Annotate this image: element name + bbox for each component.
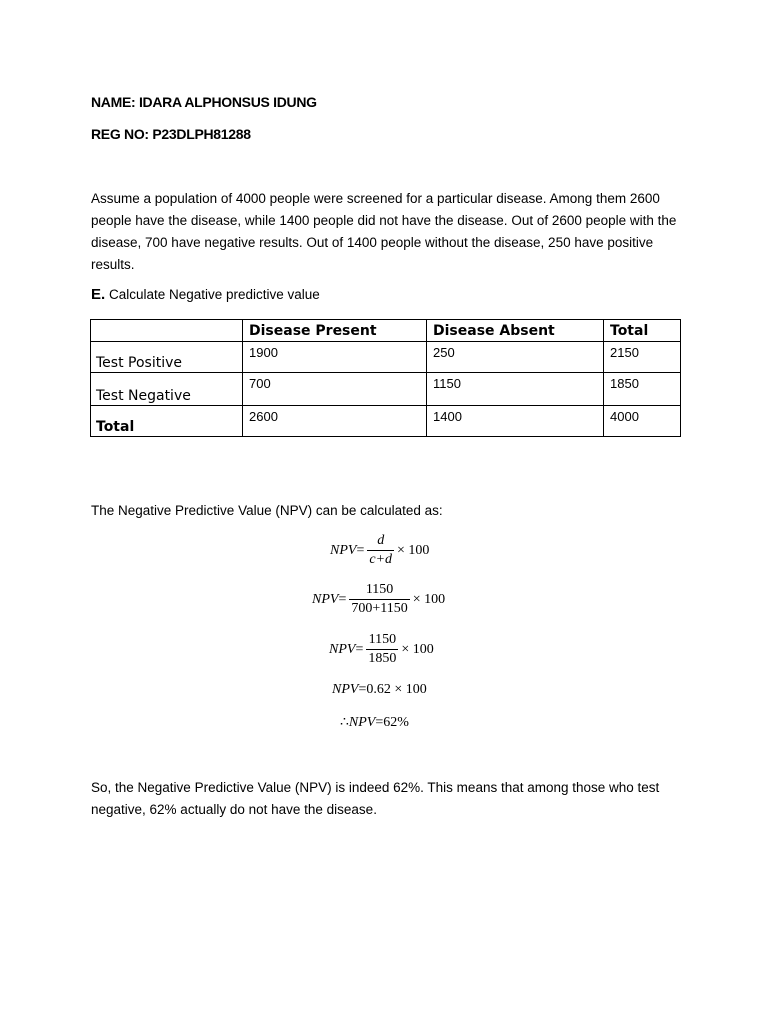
section-letter: E. bbox=[91, 286, 106, 303]
formula-simplified bbox=[329, 632, 434, 667]
times-hundred: × 100 bbox=[412, 591, 446, 607]
row-label-total: Total bbox=[91, 406, 243, 437]
table-cell: 1850 bbox=[604, 373, 681, 406]
formula-rhs: 0.62 × 100 bbox=[366, 682, 427, 697]
table-cell: 2600 bbox=[243, 406, 427, 437]
table-row bbox=[91, 373, 681, 406]
formula-general bbox=[330, 533, 429, 568]
times-hundred: × 100 bbox=[397, 542, 430, 558]
conclusion-text: So, the Negative Predictive Value (NPV) is indeed 62%. This means that among those who test negative, 62% actually do not have the disease. bbox=[91, 780, 660, 817]
section-title: Calculate Negative predictive value bbox=[108, 287, 320, 302]
table-cell: 1150 bbox=[427, 373, 604, 406]
table-header-disease-absent: Disease Absent bbox=[427, 320, 604, 342]
npv-intro-text: The Negative Predictive Value (NPV) can be calculated as: bbox=[91, 503, 443, 518]
equals-sign: = bbox=[356, 542, 365, 558]
formula-result bbox=[340, 714, 409, 731]
table-cell: 700 bbox=[243, 373, 427, 406]
fraction-denominator: 700+1150 bbox=[351, 601, 408, 616]
row-label-test-positive: Test Positive bbox=[91, 342, 243, 373]
fraction bbox=[367, 533, 394, 568]
fraction-numerator: 1150 bbox=[368, 632, 397, 647]
fraction bbox=[349, 582, 409, 617]
table-header-empty bbox=[91, 320, 243, 342]
table-row bbox=[91, 406, 681, 437]
table-cell: 1400 bbox=[427, 406, 604, 437]
fraction-numerator: d bbox=[377, 533, 385, 548]
formula-decimal bbox=[332, 682, 427, 698]
registration-number: REG NO: P23DLPH81288 bbox=[91, 126, 251, 142]
fraction bbox=[366, 632, 398, 667]
npv-symbol: NPV bbox=[348, 714, 376, 730]
formula-substituted bbox=[312, 582, 445, 617]
table-cell: 4000 bbox=[604, 406, 681, 437]
fraction-denominator: 1850 bbox=[368, 651, 397, 666]
formula-rhs: 62% bbox=[383, 714, 409, 730]
npv-symbol: NPV bbox=[312, 591, 339, 607]
table-header-disease-present: Disease Present bbox=[243, 320, 427, 342]
equals-sign: = bbox=[358, 682, 367, 697]
contingency-table bbox=[90, 319, 681, 437]
row-label-test-negative: Test Negative bbox=[91, 373, 243, 406]
npv-symbol: NPV bbox=[330, 542, 357, 558]
npv-symbol: NPV bbox=[332, 682, 359, 697]
table-cell: 250 bbox=[427, 342, 604, 373]
table-cell: 2150 bbox=[604, 342, 681, 373]
equals-sign: = bbox=[338, 591, 347, 607]
table-row bbox=[91, 342, 681, 373]
student-name: NAME: IDARA ALPHONSUS IDUNG bbox=[91, 94, 317, 110]
problem-statement: Assume a population of 4000 people were screened for a particular disease. Among them 2600 people have the disease, while 1400 people did not have the disease. Out of 2600 people with the disease, 700 have negative results. Out of 1400 people without the disease, 250 have positive results. bbox=[91, 191, 677, 272]
fraction-denominator: c+d bbox=[369, 552, 393, 567]
section-heading bbox=[91, 286, 320, 303]
table-header-row bbox=[91, 320, 681, 342]
table-cell: 1900 bbox=[243, 342, 427, 373]
equals-sign: = bbox=[375, 714, 384, 730]
npv-symbol: NPV bbox=[329, 641, 356, 657]
times-hundred: × 100 bbox=[401, 641, 434, 657]
table-header-total: Total bbox=[604, 320, 681, 342]
therefore-symbol: ∴ bbox=[340, 715, 349, 730]
equals-sign: = bbox=[355, 641, 364, 657]
fraction-numerator: 1150 bbox=[365, 582, 394, 597]
